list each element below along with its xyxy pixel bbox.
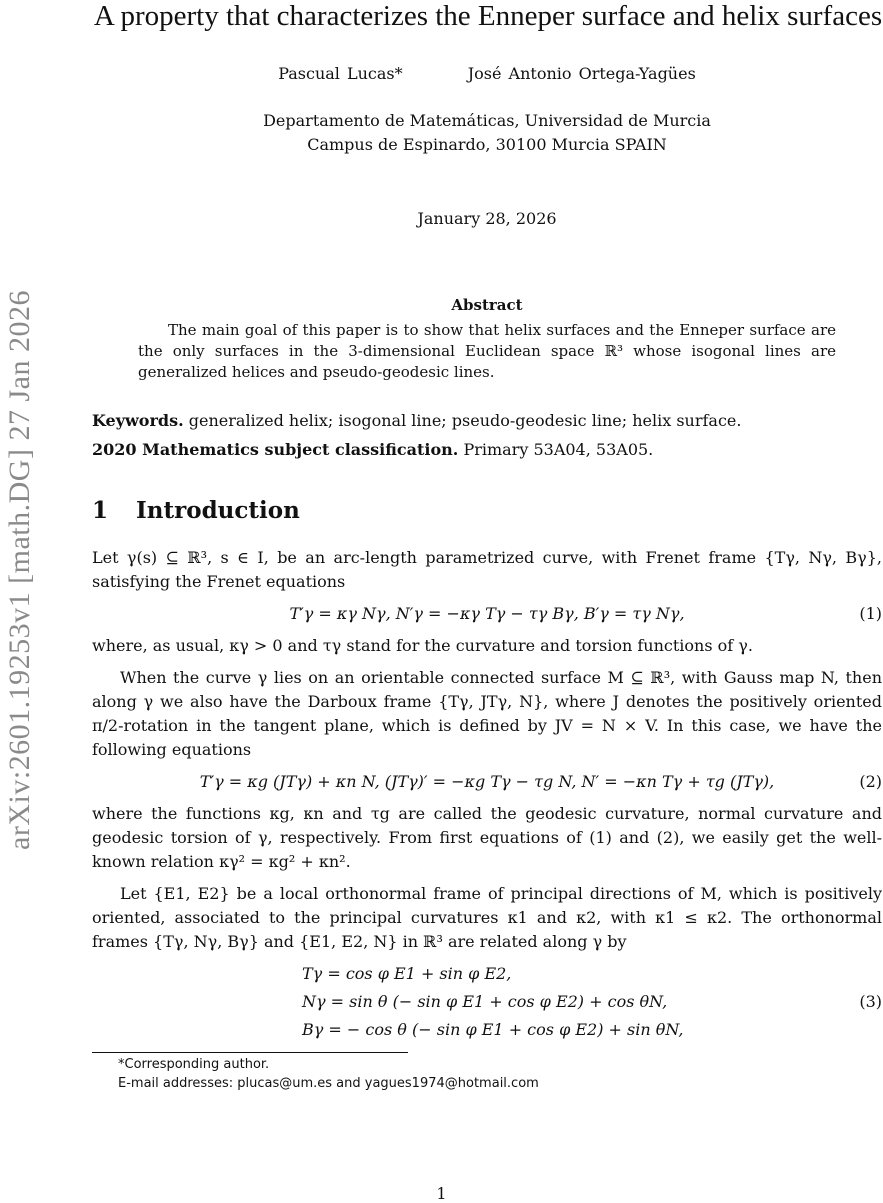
msc	[92, 440, 882, 459]
affiliation-line-1: Departamento de Matemáticas, Universidad de Murcia	[263, 111, 711, 130]
keywords	[92, 411, 882, 430]
author-1: Pascual Lucas*	[278, 64, 403, 83]
keywords-text: generalized helix; isogonal line; pseudo-geodesic line; helix surface.	[188, 411, 742, 430]
footnote-rule	[92, 1052, 408, 1053]
authors	[92, 64, 882, 83]
abstract-heading: Abstract	[451, 296, 523, 314]
paragraph-2: where, as usual, κγ > 0 and τγ stand for the curvature and torsion functions of γ.	[92, 636, 753, 655]
affiliation-line-2: Campus de Espinardo, 30100 Murcia SPAIN	[307, 135, 667, 154]
equation-1	[92, 602, 882, 626]
paragraph-1: Let γ(s) ⊆ ℝ³, s ∈ I, be an arc-length parametrized curve, with Frenet frame {Tγ, Nγ, Bγ}, satisfying the Frenet equations	[92, 548, 882, 591]
equation-3-line-1: Tγ = cos φ E1 + sin φ E2,	[302, 964, 512, 983]
arxiv-id: arXiv:2601.19253v1 [math.DG] 27 Jan 2026	[3, 290, 36, 850]
equation-2	[92, 770, 882, 794]
equation-3-number: (3)	[859, 992, 882, 1011]
equation-3	[92, 960, 882, 1044]
keywords-label: Keywords.	[92, 411, 184, 430]
paragraph-4: where the functions κg, κn and τg are called the geodesic curvature, normal curvature and geodesic torsion of γ, respectively. From first equations of (1) and (2), we easily get the well-known relation κγ² = κg² + κn².	[92, 804, 882, 871]
date: January 28, 2026	[417, 209, 557, 228]
page	[92, 0, 882, 1093]
paper-title: A property that characterizes the Enneper surface and helix surfaces	[93, 0, 883, 32]
arxiv-sidebar	[0, 220, 40, 920]
footnote	[118, 1055, 882, 1093]
msc-label: 2020 Mathematics subject classification.	[92, 440, 459, 459]
footnote-line-1: *Corresponding author.	[118, 1057, 270, 1072]
msc-text: Primary 53A04, 53A05.	[463, 440, 654, 459]
equation-2-body: T′γ = κg (JTγ) + κn N, (JTγ)′ = −κg Tγ − τg N, N′ = −κn Tγ + τg (JTγ),	[199, 772, 775, 791]
section-heading	[92, 497, 882, 524]
paragraph-3: When the curve γ lies on an orientable connected surface M ⊆ ℝ³, with Gauss map N, then along γ we also have the Darboux frame {Tγ, JTγ, N}, where J denotes the positively oriented π/2-rotation in the tangent plane, which is defined by JV = N × V. In this case, we have the following equations	[92, 668, 882, 759]
equation-3-line-3: Bγ = − cos θ (− sin φ E1 + cos φ E2) + sin θN,	[302, 1020, 684, 1039]
abstract-text: The main goal of this paper is to show that helix surfaces and the Enneper surface are the only surfaces in the 3-dimensional Euclidean space ℝ³ whose isogonal lines are generalized helices and pseudo-geodesic lines.	[138, 321, 836, 381]
footnote-line-2: E-mail addresses: plucas@um.es and yagues1974@hotmail.com	[118, 1076, 539, 1091]
paragraph-5: Let {E1, E2} be a local orthonormal frame of principal directions of M, which is positively oriented, associated to the principal curvatures κ1 and κ2, with κ1 ≤ κ2. The orthonormal frames {Tγ, Nγ, Bγ} and {E1, E2, N} in ℝ³ are related along γ by	[92, 884, 882, 951]
author-2: José Antonio Ortega-Yagües	[467, 64, 696, 83]
equation-3-line-2: Nγ = sin θ (− sin φ E1 + cos φ E2) + cos θN,	[302, 992, 668, 1011]
equation-2-number: (2)	[859, 772, 882, 791]
section-title: Introduction	[136, 497, 300, 524]
page-number: 1	[436, 1184, 447, 1203]
equation-1-body: T′γ = κγ Nγ, N′γ = −κγ Tγ − τγ Bγ, B′γ = τγ Nγ,	[289, 604, 685, 623]
section-number: 1	[92, 497, 109, 524]
affiliation	[92, 109, 882, 157]
equation-1-number: (1)	[859, 604, 882, 623]
